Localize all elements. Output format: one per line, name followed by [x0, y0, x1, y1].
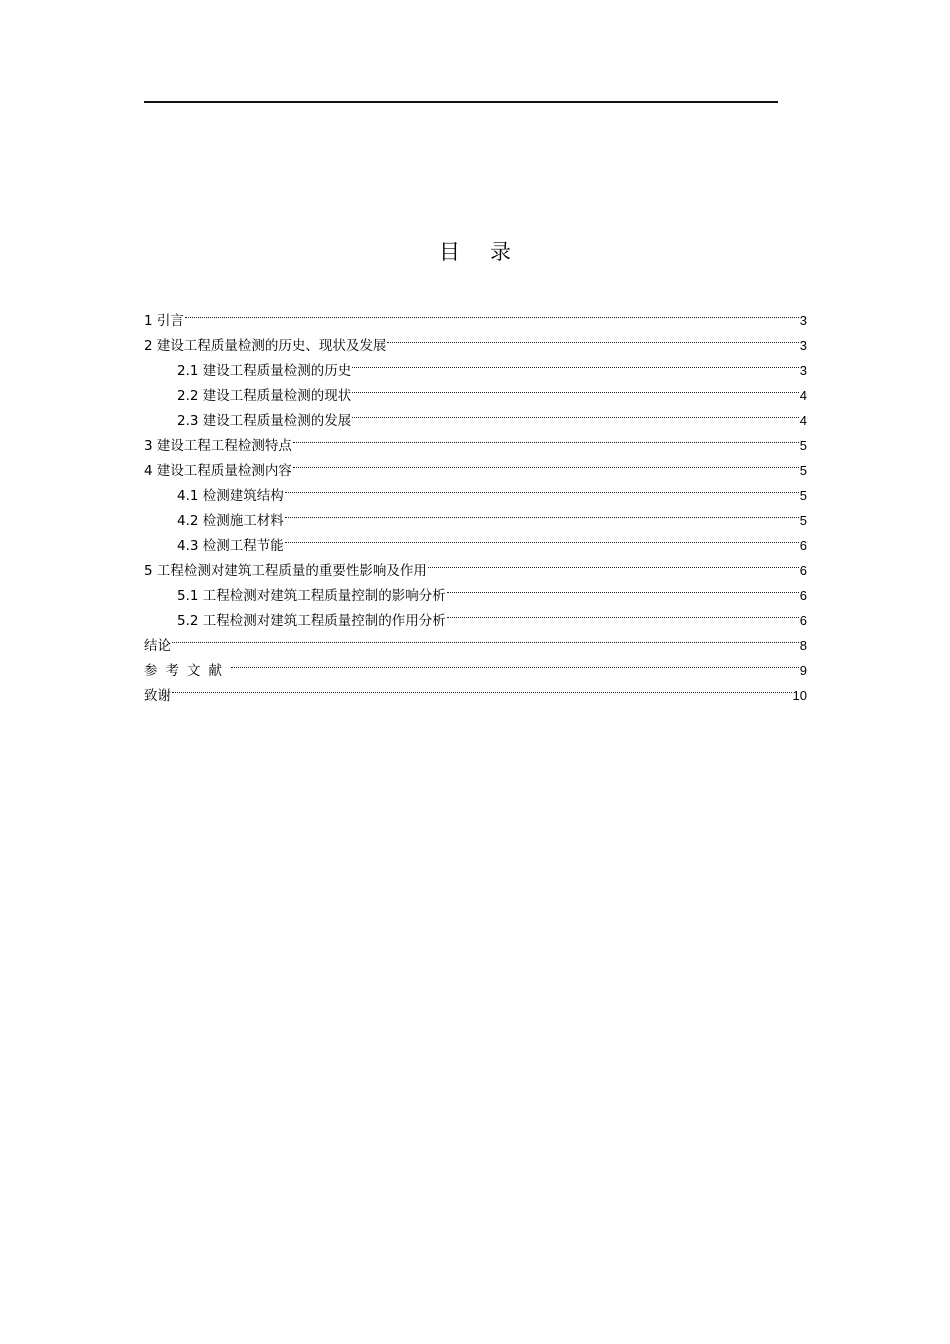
- toc-entry-label: 致谢: [144, 688, 171, 704]
- toc-entry-conclusion[interactable]: [144, 625, 807, 654]
- toc-entry-label: 5 工程检测对建筑工程质量的重要性影响及作用: [144, 563, 427, 579]
- toc-page-number: 6: [799, 613, 807, 628]
- toc-entry-label: 结论: [144, 638, 171, 654]
- toc-page-number: 10: [792, 688, 807, 703]
- toc-entry-label: 参考文献: [144, 663, 230, 679]
- toc-entry-acknowledgements[interactable]: [144, 675, 807, 704]
- toc-entry-label: 2.3 建设工程质量检测的发展: [177, 413, 352, 429]
- dot-leader: [293, 425, 799, 450]
- toc-entry-label: 2.2 建设工程质量检测的现状: [177, 388, 352, 404]
- toc-page-number: 6: [799, 538, 807, 553]
- toc-entry-label: 4.1 检测建筑结构: [177, 488, 284, 504]
- dot-leader: [447, 600, 799, 625]
- toc-entry-label: 5.2 工程检测对建筑工程质量控制的作用分析: [177, 613, 446, 629]
- toc-entry-label: 3 建设工程工程检测特点: [144, 438, 292, 454]
- dot-leader: [387, 325, 798, 350]
- toc-entry-label: 2 建设工程质量检测的历史、现状及发展: [144, 338, 387, 354]
- toc-entry-chapter-2[interactable]: [144, 325, 807, 354]
- dot-leader: [352, 350, 799, 375]
- table-of-contents: [144, 300, 807, 704]
- toc-title: 目录: [439, 240, 541, 264]
- toc-entry-label: 2.1 建设工程质量检测的历史: [177, 363, 352, 379]
- toc-page-number: 6: [799, 563, 807, 578]
- dot-leader: [428, 550, 799, 575]
- toc-entry-label: 4.2 检测施工材料: [177, 513, 284, 529]
- toc-entry-label: 1 引言: [144, 313, 184, 329]
- toc-page-number: 6: [799, 588, 807, 603]
- dot-leader: [447, 575, 799, 600]
- toc-page-number: 4: [799, 413, 807, 428]
- dot-leader: [231, 650, 799, 675]
- dot-leader: [293, 450, 799, 475]
- dot-leader: [185, 300, 799, 325]
- toc-page-number: 5: [799, 438, 807, 453]
- toc-page-number: 9: [799, 663, 807, 678]
- dot-leader: [352, 400, 799, 425]
- toc-page-number: 5: [799, 463, 807, 478]
- toc-page-number: 3: [799, 313, 807, 328]
- toc-entry-label: 4 建设工程质量检测内容: [144, 463, 292, 479]
- dot-leader: [285, 500, 799, 525]
- toc-page-number: 8: [799, 638, 807, 653]
- toc-page-number: 5: [799, 513, 807, 528]
- toc-entry-label: 5.1 工程检测对建筑工程质量控制的影响分析: [177, 588, 446, 604]
- dot-leader: [172, 675, 792, 700]
- dot-leader: [285, 525, 799, 550]
- toc-entry-label: 4.3 检测工程节能: [177, 538, 284, 554]
- toc-entry-references[interactable]: [144, 650, 807, 679]
- toc-page-number: 5: [799, 488, 807, 503]
- dot-leader: [352, 375, 799, 400]
- toc-page-number: 3: [799, 363, 807, 378]
- toc-page-number: 4: [799, 388, 807, 403]
- toc-page-number: 3: [799, 338, 807, 353]
- toc-entry-introduction[interactable]: [144, 300, 807, 329]
- dot-leader: [172, 625, 799, 650]
- dot-leader: [285, 475, 799, 500]
- header-rule: [144, 101, 778, 103]
